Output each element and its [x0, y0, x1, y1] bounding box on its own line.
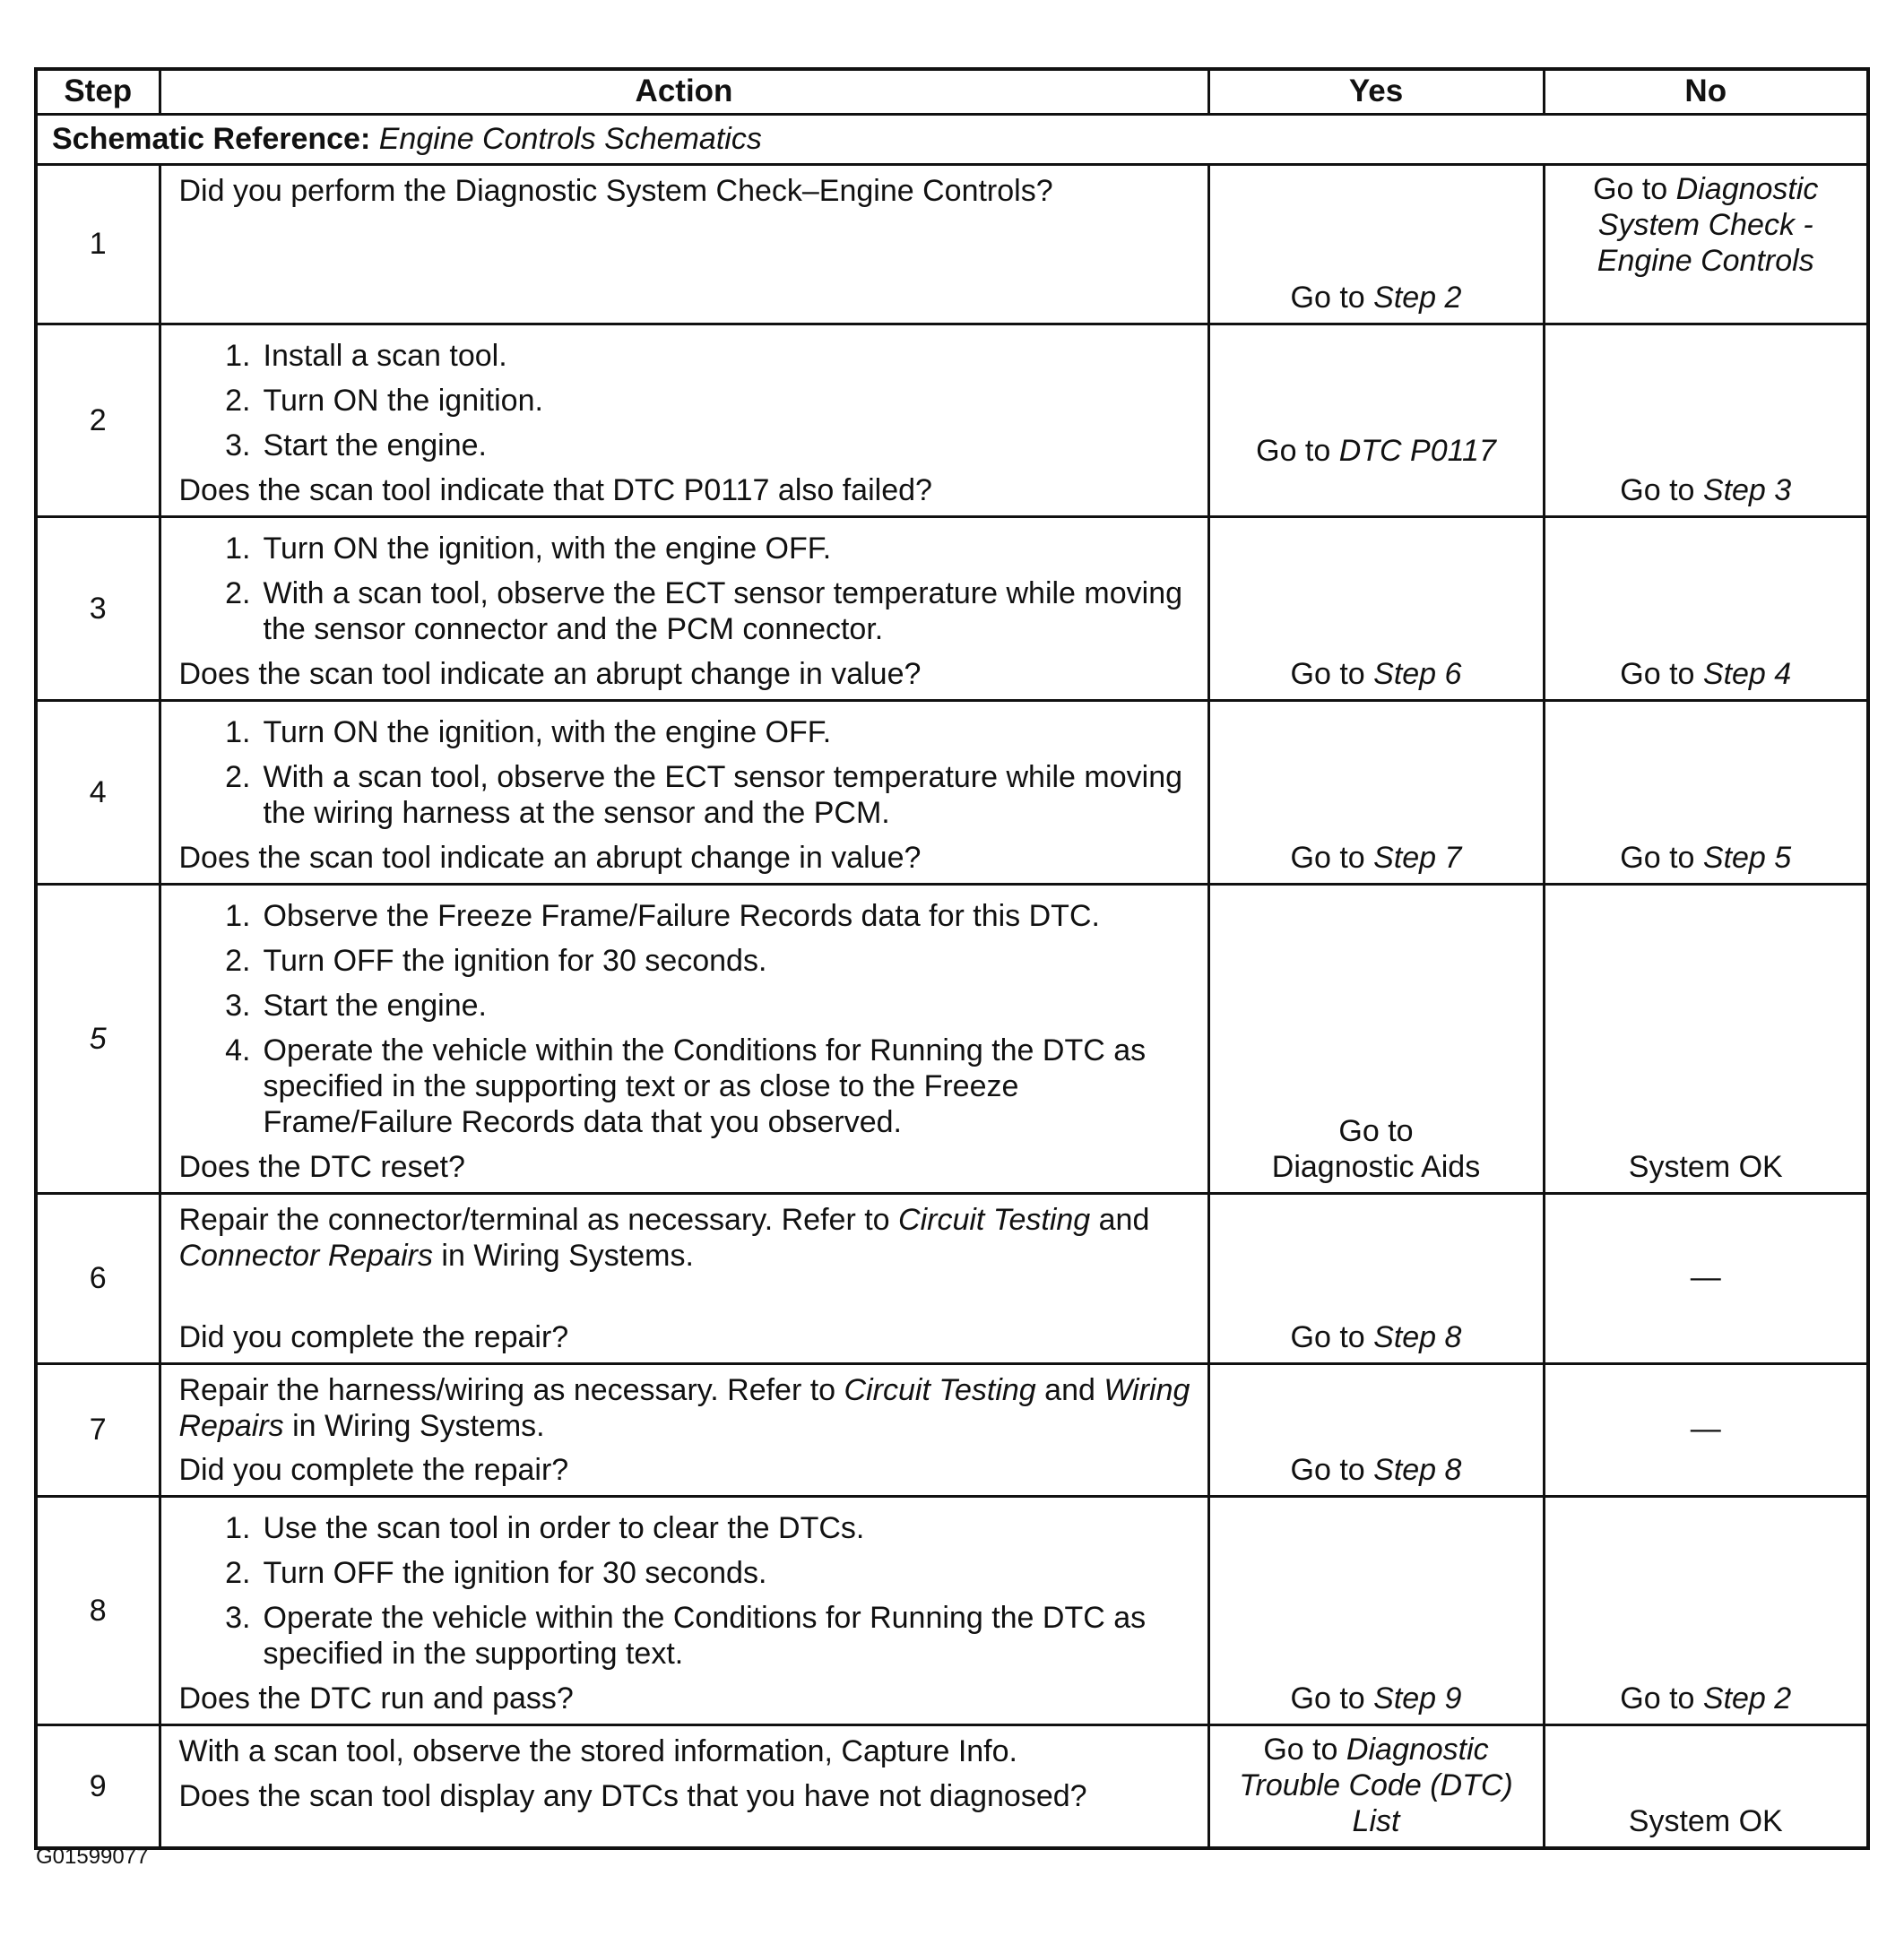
action-step: 2. With a scan tool, observe the ECT sensor temperature while moving the sensor connector and the PCM connector.: [225, 575, 1183, 646]
yes-result: [1217, 1452, 1536, 1488]
yes-cell: [1208, 1496, 1544, 1724]
action-step: 2. With a scan tool, observe the ECT sensor temperature while moving the wiring harness at the sensor and the PCM.: [225, 759, 1183, 830]
action-steps: [179, 898, 1193, 1140]
action-steps: [179, 338, 1193, 463]
table-row: [36, 1363, 1868, 1496]
yes-result: [1217, 370, 1536, 469]
action-question: Does the scan tool display any DTCs that you have not diagnosed?: [178, 1778, 1087, 1813]
yes-prefix: Go to: [1290, 1681, 1374, 1716]
action-cell: [160, 1724, 1208, 1848]
no-link[interactable]: Step 2: [1702, 1681, 1792, 1716]
yes-result: [1217, 1319, 1536, 1355]
no-result: System OK: [1628, 1803, 1783, 1838]
yes-prefix: Go to: [1290, 1319, 1374, 1354]
action-step: 2. Turn ON the ignition.: [225, 383, 543, 418]
action-step: 2. Turn OFF the ignition for 30 seconds.: [225, 943, 767, 978]
yes-result: [1217, 1113, 1536, 1185]
schematic-label: Schematic Reference:: [52, 122, 371, 156]
action-text: Repair the connector/terminal as necessary. Refer to Circuit Testing and Connector Repairs in Wiring Systems.: [178, 1202, 1150, 1273]
circuit-testing-link[interactable]: Circuit Testing: [898, 1202, 1091, 1237]
action-cell: [160, 700, 1208, 884]
action-question: Does the DTC run and pass?: [178, 1681, 574, 1716]
no-result: —: [1690, 1412, 1721, 1446]
no-result: [1553, 171, 1860, 279]
yes-link[interactable]: Step 7: [1373, 840, 1462, 875]
action-question: Does the scan tool indicate that DTC P0117 also failed?: [178, 472, 932, 507]
yes-result: [1217, 840, 1536, 876]
no-cell: [1544, 1363, 1868, 1496]
yes-link[interactable]: Step 6: [1373, 656, 1462, 691]
action-step: 1. Observe the Freeze Frame/Failure Records data for this DTC.: [225, 898, 1100, 933]
action-steps: [179, 714, 1193, 831]
action-steps: [179, 1510, 1193, 1672]
table-row: [36, 700, 1868, 884]
no-result: System OK: [1628, 1149, 1783, 1184]
header-action: Action: [160, 69, 1208, 114]
action-step: 2. Turn OFF the ignition for 30 seconds.: [225, 1555, 767, 1590]
action-cell: [160, 164, 1208, 324]
action-cell: [160, 884, 1208, 1193]
no-cell: [1544, 164, 1868, 324]
table-row: [36, 1193, 1868, 1363]
no-link[interactable]: Step 4: [1702, 656, 1792, 691]
step-number: 2: [36, 324, 160, 516]
yes-cell: [1208, 324, 1544, 516]
yes-result: [1217, 280, 1536, 315]
no-prefix: Go to: [1620, 1681, 1703, 1716]
yes-cell: [1208, 1724, 1544, 1848]
no-result: [1553, 1681, 1860, 1716]
action-cell: [160, 324, 1208, 516]
no-result: [1553, 840, 1860, 876]
yes-cell: [1208, 516, 1544, 700]
no-result: [1553, 656, 1860, 692]
action-question: Did you complete the repair?: [178, 1319, 569, 1354]
step-number: 5: [36, 884, 160, 1193]
action-text: Repair the harness/wiring as necessary. Refer to Circuit Testing and Wiring Repairs in Wiring Systems.: [178, 1372, 1190, 1443]
action-question: Did you complete the repair?: [178, 1452, 569, 1487]
action-step: 3. Operate the vehicle within the Conditions for Running the DTC as specified in the supporting text.: [225, 1600, 1147, 1671]
yes-prefix: Go to: [1290, 840, 1374, 875]
header-yes: Yes: [1208, 69, 1544, 114]
connector-repairs-link[interactable]: Connector Repairs: [178, 1238, 433, 1273]
no-result: [1553, 472, 1860, 508]
step-number: 6: [36, 1193, 160, 1363]
table-row: [36, 884, 1868, 1193]
action-question: Does the scan tool indicate an abrupt change in value?: [178, 656, 922, 691]
no-cell: [1544, 1193, 1868, 1363]
action-question: Does the DTC reset?: [178, 1149, 465, 1184]
step-number: 7: [36, 1363, 160, 1496]
header-no: No: [1544, 69, 1868, 114]
action-step: 1. Turn ON the ignition, with the engine OFF.: [225, 531, 832, 566]
yes-link[interactable]: Step 8: [1373, 1452, 1462, 1487]
yes-prefix: Go to: [1256, 433, 1339, 468]
yes-link[interactable]: Step 9: [1373, 1681, 1462, 1716]
action-step: 1. Install a scan tool.: [225, 338, 507, 373]
yes-link[interactable]: Step 2: [1373, 280, 1462, 315]
yes-result: [1217, 1732, 1536, 1839]
step-number: 1: [36, 164, 160, 324]
yes-cell: [1208, 164, 1544, 324]
action-step: 3. Start the engine.: [225, 428, 488, 462]
step-number: 3: [36, 516, 160, 700]
action-steps: [179, 531, 1193, 647]
header-step: Step: [36, 69, 160, 114]
table-row: [36, 324, 1868, 516]
yes-result: [1217, 656, 1536, 692]
yes-cell: [1208, 1363, 1544, 1496]
action-step: 1. Turn ON the ignition, with the engine OFF.: [225, 714, 832, 749]
no-link[interactable]: Step 5: [1702, 840, 1792, 875]
step-number: 9: [36, 1724, 160, 1848]
no-result: —: [1690, 1260, 1721, 1294]
yes-link[interactable]: DTC P0117: [1338, 433, 1496, 468]
action-question: Does the scan tool indicate an abrupt change in value?: [178, 840, 922, 875]
yes-cell: [1208, 884, 1544, 1193]
action-cell: [160, 1363, 1208, 1496]
no-link[interactable]: Step 3: [1702, 472, 1792, 507]
no-prefix: Go to: [1593, 171, 1676, 206]
yes-prefix: Go to: [1290, 280, 1374, 315]
no-cell: [1544, 324, 1868, 516]
circuit-testing-link[interactable]: Circuit Testing: [844, 1372, 1036, 1407]
wiring-repairs-link[interactable]: Wiring Repairs: [178, 1372, 1190, 1443]
yes-link[interactable]: Diagnostic Trouble Code (DTC) List: [1239, 1732, 1513, 1838]
action-cell: [160, 1496, 1208, 1724]
yes-link[interactable]: Diagnostic Aids: [1271, 1149, 1481, 1184]
schematic-link[interactable]: Engine Controls Schematics: [378, 122, 762, 156]
action-step: 4. Operate the vehicle within the Conditions for Running the DTC as specified in the supporting text or as close to the Freeze Frame/Failure Records data that you observed.: [225, 1033, 1147, 1139]
no-link[interactable]: Diagnostic System Check - Engine Controls: [1597, 171, 1819, 278]
diagnostic-table: [34, 67, 1870, 1850]
header-row: [36, 69, 1868, 114]
no-prefix: Go to: [1620, 656, 1703, 691]
yes-cell: [1208, 1193, 1544, 1363]
no-cell: [1544, 700, 1868, 884]
no-cell: [1544, 1724, 1868, 1848]
action-step: 3. Start the engine.: [225, 988, 488, 1023]
yes-prefix: Go to: [1263, 1732, 1346, 1767]
action-step: 1. Use the scan tool in order to clear the DTCs.: [225, 1510, 865, 1545]
yes-prefix: Go to: [1290, 1452, 1374, 1487]
action-cell: [160, 516, 1208, 700]
table-row: [36, 164, 1868, 324]
step-number: 8: [36, 1496, 160, 1724]
no-cell: [1544, 516, 1868, 700]
yes-result: [1217, 1681, 1536, 1716]
yes-cell: [1208, 700, 1544, 884]
schematic-row: [36, 114, 1868, 164]
step-number: 4: [36, 700, 160, 884]
no-cell: [1544, 884, 1868, 1193]
yes-prefix: Go to: [1338, 1113, 1414, 1148]
action-text: With a scan tool, observe the stored information, Capture Info.: [178, 1733, 1017, 1768]
action-text: Did you perform the Diagnostic System Check–Engine Controls?: [178, 173, 1053, 208]
action-cell: [160, 1193, 1208, 1363]
table-row: [36, 516, 1868, 700]
yes-prefix: Go to: [1290, 656, 1374, 691]
table-row: [36, 1724, 1868, 1848]
no-cell: [1544, 1496, 1868, 1724]
no-prefix: Go to: [1620, 840, 1703, 875]
schematic-reference: [36, 114, 1868, 164]
yes-link[interactable]: Step 8: [1373, 1319, 1462, 1354]
no-prefix: Go to: [1620, 472, 1703, 507]
table-row: [36, 1496, 1868, 1724]
figure-id: G01599077: [36, 1845, 149, 1869]
